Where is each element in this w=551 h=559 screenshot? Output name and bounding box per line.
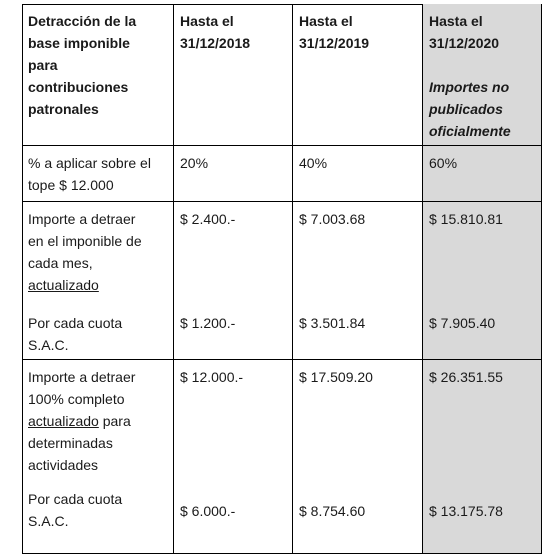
value-text: 40%	[299, 155, 328, 171]
row1-2020-cell	[423, 146, 542, 202]
row-label-text: % a aplicar sobre el	[28, 155, 151, 171]
row3-2018-cell	[174, 360, 293, 554]
header-text: 31/12/2018	[180, 35, 251, 51]
header-cell-2020	[423, 4, 542, 146]
value-text: $ 13.175.78	[429, 503, 503, 519]
row-label-text: para	[98, 413, 131, 429]
row-label-underlined: actualizado	[28, 413, 99, 429]
header-text: Hasta el	[180, 13, 234, 29]
row-label-text: actividades	[28, 457, 99, 473]
row-label-text: Por cada cuota	[28, 491, 123, 507]
value-text: $ 7.003.68	[299, 211, 366, 227]
row-label-text: Importe a detraer	[28, 211, 136, 227]
row3-label-cell	[22, 360, 174, 554]
header-text: para	[28, 57, 58, 73]
row-label-text: 100% completo	[28, 391, 125, 407]
value-text: $ 3.501.84	[299, 315, 366, 331]
row-label-text: tope $ 12.000	[28, 177, 114, 193]
header-text: Detracción de la	[28, 13, 137, 29]
value-text: $ 7.905.40	[429, 315, 496, 331]
value-text: $ 12.000.-	[180, 369, 244, 385]
header-cell-description	[22, 4, 174, 146]
row-label-text: determinadas	[28, 435, 113, 451]
row2-2019-cell	[293, 202, 423, 360]
value-text: $ 1.200.-	[180, 315, 236, 331]
value-text: $ 26.351.55	[429, 369, 503, 385]
header-note: oficialmente	[429, 123, 511, 139]
value-text: $ 8.754.60	[299, 503, 366, 519]
value-text: 60%	[429, 155, 458, 171]
row3-2020-cell	[423, 360, 542, 554]
row2-2020-cell	[423, 202, 542, 360]
value-text: 20%	[180, 155, 209, 171]
value-text: $ 2.400.-	[180, 211, 236, 227]
row-label-text: S.A.C.	[28, 337, 69, 353]
header-cell-2018	[174, 4, 293, 146]
header-text: base imponible	[28, 35, 130, 51]
value-text: $ 15.810.81	[429, 211, 503, 227]
value-text: $ 6.000.-	[180, 503, 236, 519]
header-text: patronales	[28, 101, 99, 117]
header-text: Hasta el	[429, 13, 483, 29]
row1-2019-cell	[293, 146, 423, 202]
row-label-text: S.A.C.	[28, 513, 69, 529]
row-label-mixed	[28, 410, 167, 432]
row2-label-cell	[22, 202, 174, 360]
row-label-text: Por cada cuota	[28, 315, 123, 331]
row2-2018-cell	[174, 202, 293, 360]
header-note: publicados	[429, 101, 503, 117]
header-cell-2019	[293, 4, 423, 146]
row-label-underlined: actualizado	[28, 277, 99, 293]
header-text: 31/12/2020	[429, 35, 500, 51]
row3-2019-cell	[293, 360, 423, 554]
row-label-text: en el imponible de	[28, 233, 142, 249]
row1-2018-cell	[174, 146, 293, 202]
header-text: contribuciones	[28, 79, 129, 95]
value-text: $ 17.509.20	[299, 369, 373, 385]
header-text: 31/12/2019	[299, 35, 370, 51]
row-label-text: cada mes,	[28, 255, 93, 271]
row1-label-cell	[22, 146, 174, 202]
deduction-table	[22, 4, 542, 554]
header-note: Importes no	[429, 79, 510, 95]
row-label-text: Importe a detraer	[28, 369, 136, 385]
header-text: Hasta el	[299, 13, 353, 29]
